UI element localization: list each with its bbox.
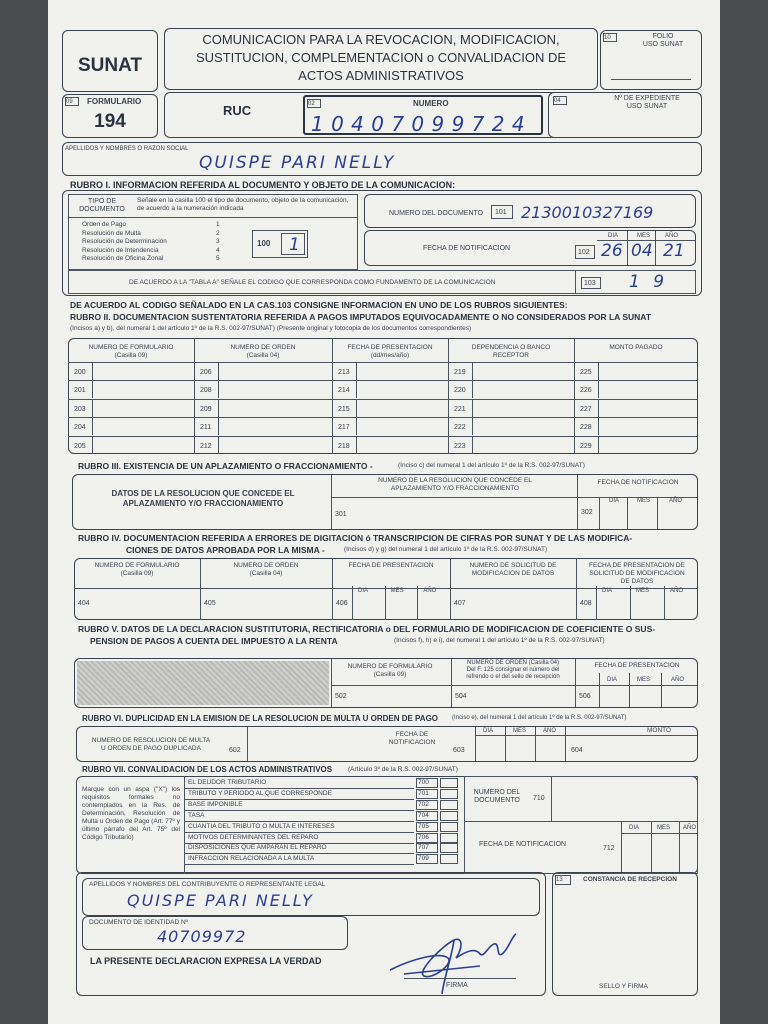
rubro7-checkbox[interactable]: [440, 822, 458, 832]
column-divider: [332, 338, 333, 454]
fecha-notif-label: FECHA DE NOTIFICACION: [423, 245, 511, 252]
rubro4-cell-code[interactable]: 408: [580, 600, 592, 607]
rubro5-numform: NUMERO DE FORMULARIO (Casilla 09): [347, 663, 433, 678]
code-divider: [598, 362, 599, 380]
code-divider: [598, 436, 599, 454]
rubro4-cell-code[interactable]: 406: [336, 600, 348, 607]
code-divider: [218, 417, 219, 435]
rubro2-subtitle: (Incisos a) y b), del numeral 1 del artículo 1º de la R.S. 002-97/SUNAT) (Presente original y fotocopia de los documentos correspondientes): [70, 325, 472, 332]
box-100: 100: [257, 239, 271, 248]
recepcion-box: [552, 872, 698, 996]
box-710[interactable]: 710: [533, 795, 545, 802]
rubro7-requirement-label: CUANTIA DEL TRIBUTO O MULTA E INTERESES: [188, 822, 335, 830]
tabla-a-instruction: DE ACUERDO A LA "TABLA A" SEÑALE EL CODIGO QUE CORRESPONDA COMO FUNDAMENTO DE LA COMUNICACION: [129, 279, 496, 286]
rubro7-code: 709: [418, 855, 429, 863]
form-label: FORMULARIO: [87, 97, 142, 106]
code-divider: [472, 436, 473, 454]
rubro2-column-header: FECHA DE PRESENTACION (dd/mes/año): [347, 344, 433, 359]
date-divider: [664, 586, 665, 620]
column-divider: [448, 338, 449, 454]
rubro3-fecha-label: FECHA DE NOTIFICACION: [597, 479, 679, 486]
tabla-a-row: [68, 270, 696, 294]
column-divider: [194, 338, 195, 454]
fecha-anio-value: 21: [663, 241, 685, 261]
code-divider: [356, 436, 357, 454]
rubro2-cell-code[interactable]: 222: [454, 424, 466, 432]
r6-mes: MES: [513, 728, 527, 734]
fecha-mes-value: 04: [631, 241, 653, 261]
rubro2-intro: DE ACUERDO AL CODIGO SEÑALADO EN LA CAS.103 CONSIGNE INFORMACION EN UNO DE LOS RUBROS SIGUIENTES:: [70, 300, 568, 310]
tipo-doc-option-number: 2: [216, 229, 220, 237]
rubro4-date-label: MES: [390, 588, 404, 594]
folio-box: [600, 30, 702, 90]
declaracion-verdad: LA PRESENTE DECLARACION EXPRESA LA VERDAD: [90, 956, 322, 966]
column-divider: [450, 558, 451, 620]
rubro2-cell-code[interactable]: 223: [454, 442, 466, 450]
column-divider: [574, 338, 575, 454]
rubro2-cell-code[interactable]: 204: [74, 424, 86, 432]
rubro2-cell-code[interactable]: 229: [580, 442, 592, 450]
code-divider: [218, 380, 219, 398]
code-divider: [598, 399, 599, 417]
sello-label: SELLO Y FIRMA: [599, 983, 648, 990]
rubro3-box: [72, 474, 698, 530]
rubro2-cell-code[interactable]: 200: [74, 369, 86, 376]
rubro7-requirement-label: EL DEUDOR TRIBUTARIO: [188, 779, 267, 786]
ruc-value: 1 0 4 0 7 0 9 9 7 2 4: [311, 112, 526, 136]
rubro5-subtitle: (Incisos f), h) e i), del numeral 1 del artículo 1º de la R.S. 002-97/SUNAT): [394, 637, 605, 644]
rubro7-checkbox[interactable]: [440, 800, 458, 810]
numdoc-value: 2130010327169: [521, 203, 654, 222]
code-divider: [218, 399, 219, 417]
rubro1-title: RUBRO I. INFORMACION REFERIDA AL DOCUMENTO Y OBJETO DE LA COMUNICACION:: [70, 180, 456, 190]
code-divider: [472, 380, 473, 398]
rubro4-cell-code[interactable]: 404: [78, 600, 90, 607]
rubro7-code: 707: [418, 844, 429, 852]
rep-value: QUISPE PARI NELLY: [127, 891, 314, 910]
rubro2-cell-code[interactable]: 214: [338, 387, 350, 395]
code-divider: [92, 436, 93, 454]
form-sheet: [48, 0, 720, 1024]
constancia-label: CONSTANCIA DE RECEPCION: [583, 876, 677, 883]
code-divider: [92, 380, 93, 398]
box-506[interactable]: 506: [579, 693, 591, 700]
rubro2-cell-code[interactable]: 208: [200, 387, 212, 395]
doc-id-field[interactable]: [82, 916, 348, 950]
expediente-label: Nº DE EXPEDIENTE USO SUNAT: [614, 95, 680, 110]
tipo-doc-option-number: 1: [216, 221, 220, 228]
rubro7-code: 704: [418, 811, 429, 819]
rubro4-column-header: NUMERO DE SOLICITUD DE MODIFICACION DE DATOS: [469, 562, 557, 577]
code-divider: [218, 436, 219, 454]
rubro2-cell-code[interactable]: 205: [74, 442, 86, 450]
rubro5-title2: PENSION DE PAGOS A CUENTA DEL IMPUESTO A LA RENTA: [90, 636, 338, 646]
rubro2-cell-code[interactable]: 215: [338, 405, 350, 413]
rubro2-cell-code[interactable]: 219: [454, 369, 466, 376]
rubro2-column-header: MONTO PAGADO: [609, 344, 663, 351]
r6-dia: DIA: [483, 728, 494, 734]
rubro5-box: [74, 658, 698, 708]
row-divider: [68, 380, 698, 381]
rubro2-cell-code[interactable]: 228: [580, 424, 592, 432]
r3-anio: AÑO: [669, 498, 683, 504]
numdoc-label: NUMERO DEL DOCUMENTO: [389, 210, 484, 217]
rubro6-box: [76, 726, 698, 762]
rubro7-code: 700: [418, 779, 429, 786]
r3-dia: DIA: [609, 498, 620, 504]
box100-value: 1: [289, 235, 300, 255]
rubro7-requirement-label: DISPOSICIONES QUE AMPARAN EL REPARO: [188, 844, 327, 852]
sunat-logo: SUNAT: [77, 55, 143, 76]
rubro7-requirement-label: TASA: [188, 811, 205, 819]
code-divider: [356, 399, 357, 417]
numdoc-field[interactable]: [364, 194, 696, 228]
rubro4-date-label: AÑO: [423, 588, 437, 594]
box-603[interactable]: 603: [453, 747, 465, 754]
rubro2-cell-code[interactable]: 227: [580, 405, 592, 413]
rubro4-title: RUBRO IV. DOCUMENTACION REFERIDA A ERRORES DE DIGITACION ó TRANSCRIPCION DE CIFRAS POR SUNAT Y DE LAS MODIFICA-: [78, 533, 633, 543]
rubro7-title: RUBRO VII. CONVALIDACION DE LOS ACTOS ADMINISTRATIVOS: [82, 765, 333, 774]
rubro2-cell-code[interactable]: 221: [454, 405, 466, 413]
rubro7-code: 706: [418, 833, 429, 841]
title-box: [164, 28, 598, 90]
code-divider: [598, 417, 599, 435]
taxpayer-value: QUISPE PARI NELLY: [199, 153, 396, 173]
rubro2-cell-code[interactable]: 220: [454, 387, 466, 395]
numero-label: NUMERO: [413, 99, 449, 108]
row-divider: [184, 788, 414, 789]
rubro4-column-header: NUMERO DE FORMULARIO (Casilla 09): [94, 562, 180, 577]
tipo-doc-instruction: Señale en la casilla 100 el tipo de documento, objeto de la comunicación, de acuerdo a la numeración indicada: [137, 197, 349, 212]
box-04: 04: [553, 96, 567, 105]
column-divider: [184, 776, 185, 874]
folio-label: FOLIO USO SUNAT: [642, 33, 684, 48]
r5-dia: DIA: [607, 677, 618, 683]
doc-id-label: DOCUMENTO DE IDENTIDAD Nº: [89, 919, 189, 926]
doc-id-value: 40709972: [157, 927, 247, 946]
r5-mes: MES: [637, 677, 651, 683]
title-line-1: COMUNICACION PARA LA REVOCACION, MODIFICACION,: [202, 32, 560, 47]
rubro3-title: RUBRO III. EXISTENCIA DE UN APLAZAMIENTO O FRACCIONAMIENTO -: [78, 461, 373, 471]
sunat-logo-box: [62, 30, 158, 92]
ruc-label: RUC: [223, 103, 252, 118]
code-divider: [92, 417, 93, 435]
r7-mes: MES: [657, 825, 671, 831]
tipo-doc-option-number: 3: [216, 238, 220, 246]
rubro4-cell-code[interactable]: 407: [454, 600, 466, 607]
rubro6-monto: MONTO: [647, 727, 672, 734]
fecha-dia-value: 26: [601, 241, 623, 261]
rubro7-code: 701: [418, 789, 429, 797]
rubro7-numdoc: NUMERO DEL DOCUMENTO: [473, 789, 521, 804]
form-number-box: [62, 94, 158, 138]
title-line-2: SUSTITUCION, COMPLEMENTACION o CONVALIDACION DE: [195, 50, 567, 65]
rubro4-title2: CIONES DE DATOS APROBADA POR LA MISMA -: [126, 545, 325, 555]
code-divider: [472, 399, 473, 417]
rubro4-column-header: NUMERO DE ORDEN (Casilla 04): [233, 562, 299, 577]
rubro7-checkbox[interactable]: [440, 811, 458, 821]
box-101: 101: [491, 205, 513, 219]
code-divider: [598, 380, 599, 398]
rubro2-cell-code[interactable]: 213: [338, 369, 350, 376]
box-504[interactable]: 504: [455, 693, 467, 700]
tipo-doc-label: TIPO DE DOCUMENTO: [79, 198, 125, 213]
rubro4-column-header: FECHA DE PRESENTACION: [348, 562, 434, 569]
code-divider: [356, 380, 357, 398]
column-divider: [200, 558, 201, 620]
box-604[interactable]: 604: [571, 747, 583, 754]
rep-field[interactable]: [82, 878, 540, 916]
taxpayer-label: APELLIDOS Y NOMBRES O RAZON SOCIAL: [65, 146, 189, 152]
rubro2-cell-code[interactable]: 225: [580, 369, 592, 376]
form-number: 194: [94, 111, 126, 132]
box103-value[interactable]: 1 9: [629, 272, 669, 292]
dia-label: DIA: [608, 233, 619, 239]
rubro7-checkbox[interactable]: [440, 833, 458, 843]
tipo-doc-option-number: 4: [216, 246, 220, 254]
box-712[interactable]: 712: [603, 845, 615, 852]
row-divider: [184, 832, 414, 833]
rubro2-column-header: DEPENDENCIA O BANCO RECEPTOR: [471, 344, 551, 359]
box-09: 09: [65, 97, 79, 106]
rubro7-requirement-label: BASE IMPONIBLE: [188, 800, 243, 808]
date-divider: [385, 586, 386, 620]
ruc-box: [164, 92, 598, 138]
rubro2-cell-code[interactable]: 206: [200, 369, 212, 376]
code-divider: [92, 399, 93, 417]
header-divider: [68, 362, 698, 363]
r7-anio: AÑO: [683, 825, 697, 831]
box-02: 02: [307, 99, 321, 108]
row-divider: [68, 417, 698, 418]
box-13: 13: [555, 875, 571, 885]
box-10: 10: [603, 33, 617, 42]
anio-label: AÑO: [665, 233, 679, 239]
rubro7-checkbox[interactable]: [440, 789, 458, 799]
tipo-doc-option: Resolución de Oficina Zonal: [82, 255, 164, 263]
rubro2-column-header: NUMERO DE FORMULARIO (Casilla 09): [88, 344, 174, 359]
r5-anio: AÑO: [671, 677, 685, 683]
rubro7-checkbox[interactable]: [440, 778, 458, 788]
mes-label: MES: [637, 233, 651, 239]
box-302[interactable]: 302: [581, 509, 593, 516]
rubro4-date-label: AÑO: [670, 588, 684, 594]
code-divider: [472, 417, 473, 435]
row-divider: [184, 864, 414, 865]
row-divider: [184, 810, 414, 811]
row-divider: [184, 821, 414, 822]
column-divider: [332, 558, 333, 620]
rep-label: APELLIDOS Y NOMBRES DEL CONTRIBUYENTE O REPRESENTANTE LEGAL: [89, 881, 326, 888]
ruc-number-field[interactable]: [303, 95, 543, 135]
box-602[interactable]: 602: [229, 747, 241, 754]
box-301[interactable]: 301: [335, 511, 347, 518]
rubro7-instruction: Marque con un aspa ("X") los requisitos formales no contemplados en la Res. de Determinación, Resolución de Multa u Orden de Pago (Art. 77º y último párrafo del Art. 75º del Código Tributario): [82, 786, 180, 841]
rubro2-cell-code[interactable]: 212: [200, 442, 212, 450]
r7-dia: DIA: [629, 825, 640, 831]
rubro6-fecha: FECHA DE NOTIFICACION: [388, 731, 436, 746]
box-502[interactable]: 502: [335, 693, 347, 700]
rubro5-fecha: FECHA DE PRESENTACION: [594, 662, 680, 669]
row-divider: [68, 399, 698, 400]
rubro7-checkbox[interactable]: [440, 854, 458, 864]
rubro2-cell-code[interactable]: 211: [200, 424, 212, 432]
rubro4-date-label: DIA: [358, 588, 369, 594]
rubro7-requirement-label: INFRACCION RELACIONADA A LA MULTA: [188, 855, 315, 863]
rubro7-doc-panel: [464, 776, 698, 874]
rubro2-cell-code[interactable]: 209: [200, 405, 212, 413]
tipo-doc-option: Orden de Pago: [82, 221, 127, 228]
firma-label: FIRMA: [446, 982, 468, 989]
column-divider: [576, 558, 577, 620]
rubro7-requirement-label: MOTIVOS DETERMINANTES DEL REPARO: [188, 833, 319, 841]
box100-field[interactable]: [252, 230, 308, 258]
rubro2-cell-code[interactable]: 201: [74, 387, 86, 395]
rubro2-cell-code[interactable]: 226: [580, 387, 592, 395]
code-divider: [356, 362, 357, 380]
tipo-doc-option: Resolución de Multa: [82, 229, 141, 237]
rubro3-datos: DATOS DE LA RESOLUCION QUE CONCEDE EL APLAZAMIENTO Y/O FRACCIONAMIENTO: [111, 489, 295, 508]
code-divider: [218, 362, 219, 380]
row-divider: [68, 436, 698, 437]
rubro6-subtitle: (Inciso e), del numeral 1 del artículo 1º de la R.S. 002-97/SUNAT): [452, 715, 627, 721]
tipo-doc-option: Resolución de Determinación: [82, 238, 167, 246]
rubro4-cell-code[interactable]: 405: [204, 600, 216, 607]
rubro5-numorden: NUMERO DE ORDEN (Casilla 04) Del F. 125 consignar el número del refrendo o el del sello de recepción: [466, 660, 560, 680]
r6-anio: AÑO: [543, 728, 557, 734]
r3-mes: MES: [637, 498, 651, 504]
rubro2-cell-code[interactable]: 203: [74, 405, 86, 413]
rubro5-shaded-area: [77, 661, 329, 705]
rubro6-title: RUBRO VI. DUPLICIDAD EN LA EMISION DE LA RESOLUCION DE MULTA U ORDEN DE PAGO: [82, 714, 439, 723]
date-divider: [630, 586, 631, 620]
rubro7-subtitle: (Artículo 3º de la R.S. 002-97/SUNAT): [348, 766, 458, 773]
rubro2-cell-code[interactable]: 218: [338, 442, 350, 450]
date-divider: [596, 586, 597, 620]
rubro7-code: 705: [418, 822, 429, 830]
rubro4-column-header: FECHA DE PRESENTACION DE SOLICITUD DE MODIFICACION DE DATOS: [589, 562, 685, 585]
row-divider: [184, 843, 414, 844]
box-102: 102: [575, 245, 595, 259]
rubro3-numero-label: NUMERO DE LA RESOLUCION QUE CONCEDE EL APLAZAMIENTO Y/O FRACCIONAMIENTO: [378, 477, 532, 492]
expediente-box: [548, 92, 702, 138]
rubro7-requirement-label: TRIBUTO Y PERIODO AL QUE CORRESPONDE: [188, 789, 332, 797]
date-divider: [352, 586, 353, 620]
row-divider: [184, 799, 414, 800]
rubro2-cell-code[interactable]: 217: [338, 424, 350, 432]
fecha-notif-field[interactable]: [364, 230, 696, 266]
rubro5-title: RUBRO V. DATOS DE LA DECLARACION SUSTITUTORIA, RECTIFICATORIA o DEL FORMULARIO DE MODIFICACION DE COEFICIENTE O SUS-: [78, 624, 656, 634]
code-divider: [92, 362, 93, 380]
rubro7-checkbox[interactable]: [440, 843, 458, 853]
code-divider: [356, 417, 357, 435]
rubro4-date-label: DIA: [602, 588, 613, 594]
tipo-doc-option-number: 5: [216, 255, 220, 263]
rubro4-subtitle: (Incisos d) y g) del numeral 1 del artículo 1º de la R.S. 002-97/SUNAT): [344, 546, 548, 553]
code-divider: [472, 362, 473, 380]
box-103: 103: [581, 277, 601, 289]
tipo-doc-option: Resolución de Intendencia: [82, 246, 159, 254]
rubro2-title: RUBRO II. DOCUMENTACION SUSTENTATORIA REFERIDA A PAGOS IMPUTADOS EQUIVOCADAMENTE O NO CONSIDERADOS POR LA SUNAT: [70, 312, 652, 322]
rubro6-numres: NUMERO DE RESOLUCION DE MULTA U ORDEN DE PAGO DUPLICADA: [91, 737, 211, 752]
title-line-3: ACTOS ADMINISTRATIVOS: [298, 68, 464, 83]
rubro7-fecha: FECHA DE NOTIFICACION: [479, 841, 567, 848]
taxpayer-field[interactable]: [62, 142, 702, 176]
rubro2-column-header: NUMERO DE ORDEN (Casilla 04): [230, 344, 296, 359]
row-divider: [184, 853, 414, 854]
date-divider: [417, 586, 418, 620]
rubro7-code: 702: [418, 800, 429, 808]
rubro3-subtitle: (Inciso c) del numeral 1 del artículo 1º de la R.S. 002-97/SUNAT): [398, 462, 585, 469]
rubro4-date-label: MES: [636, 588, 650, 594]
